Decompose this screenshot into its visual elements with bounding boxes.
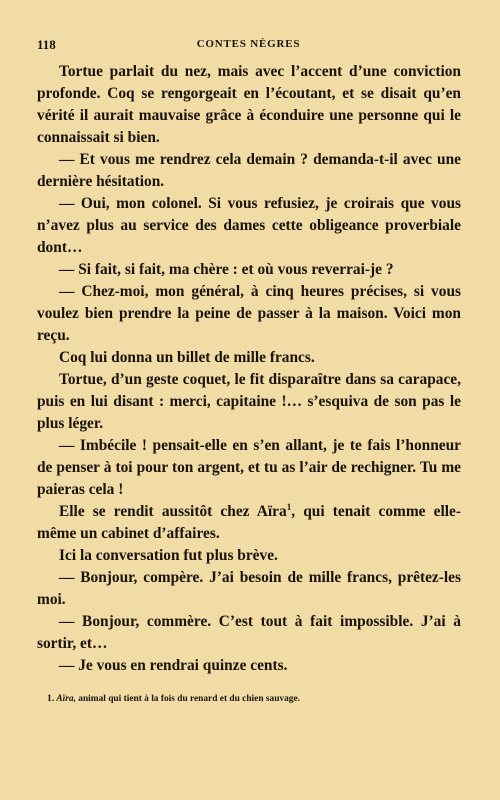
body-text — [37, 61, 461, 677]
paragraph-aira-text-end: , qui tenait comme elle-même un cabinet d’affaires. — [37, 503, 461, 542]
paragraph-aira-text: Elle se rendit aussitôt chez Aïra — [59, 503, 287, 520]
paragraph: Ici la conversation fut plus brève. — [59, 547, 278, 564]
paragraph: Tortue, d’un geste coquet, le fit disparaître dans sa carapace, puis en lui disant : merci, capitaine !… s’esquiva de son pas le plus léger. — [37, 371, 461, 432]
paragraph: — Oui, mon colonel. Si vous refusiez, je croirais que vous n’avez plus au service des dames cette obligeance proverbiale dont… — [37, 195, 461, 256]
paragraph: — Si fait, si fait, ma chère : et où vous reverrai-je ? — [59, 261, 394, 278]
page-header — [37, 37, 460, 55]
footnote — [47, 693, 467, 705]
paragraph: — Imbécile ! pensait-elle en s’en allant, je te fais l’honneur de penser à toi pour ton argent, et tu as l’air de rechigner. Tu me paieras cela ! — [37, 437, 461, 498]
footnote-text: animal qui tient à la fois du renard et du chien sauvage. — [75, 694, 300, 704]
paragraph: — Et vous me rendrez cela demain ? demanda-t-il avec une dernière hésitation. — [37, 151, 461, 190]
footnote-marker: 1. — [47, 694, 55, 704]
paragraph: Tortue parlait du nez, mais avec l’accent d’une conviction profonde. Coq se rengorgeait en l’écoutant, et se disait qu’en vérité il aurait mauvaise grâce à éconduire une personne qui le connaissait si bien. — [37, 63, 461, 146]
paragraph-aira — [37, 501, 461, 545]
paragraph: Coq lui donna un billet de mille francs. — [59, 349, 315, 366]
paragraph: — Je vous en rendrai quinze cents. — [59, 657, 288, 674]
running-title: CONTES NÈGRES — [196, 38, 301, 50]
page-number: 118 — [37, 37, 56, 52]
paragraph: — Chez-moi, mon général, à cinq heures précises, si vous voulez bien prendre la peine de passer à la maison. Voici mon reçu. — [37, 283, 461, 344]
footnote-term: Aïra, — [56, 694, 76, 704]
paragraph: — Bonjour, compère. J’ai besoin de mille francs, prêtez-les moi. — [37, 569, 461, 608]
paragraph: — Bonjour, commère. C’est tout à fait impossible. J’ai à sortir, et… — [37, 613, 461, 652]
footnote-reference: 1 — [286, 501, 292, 512]
